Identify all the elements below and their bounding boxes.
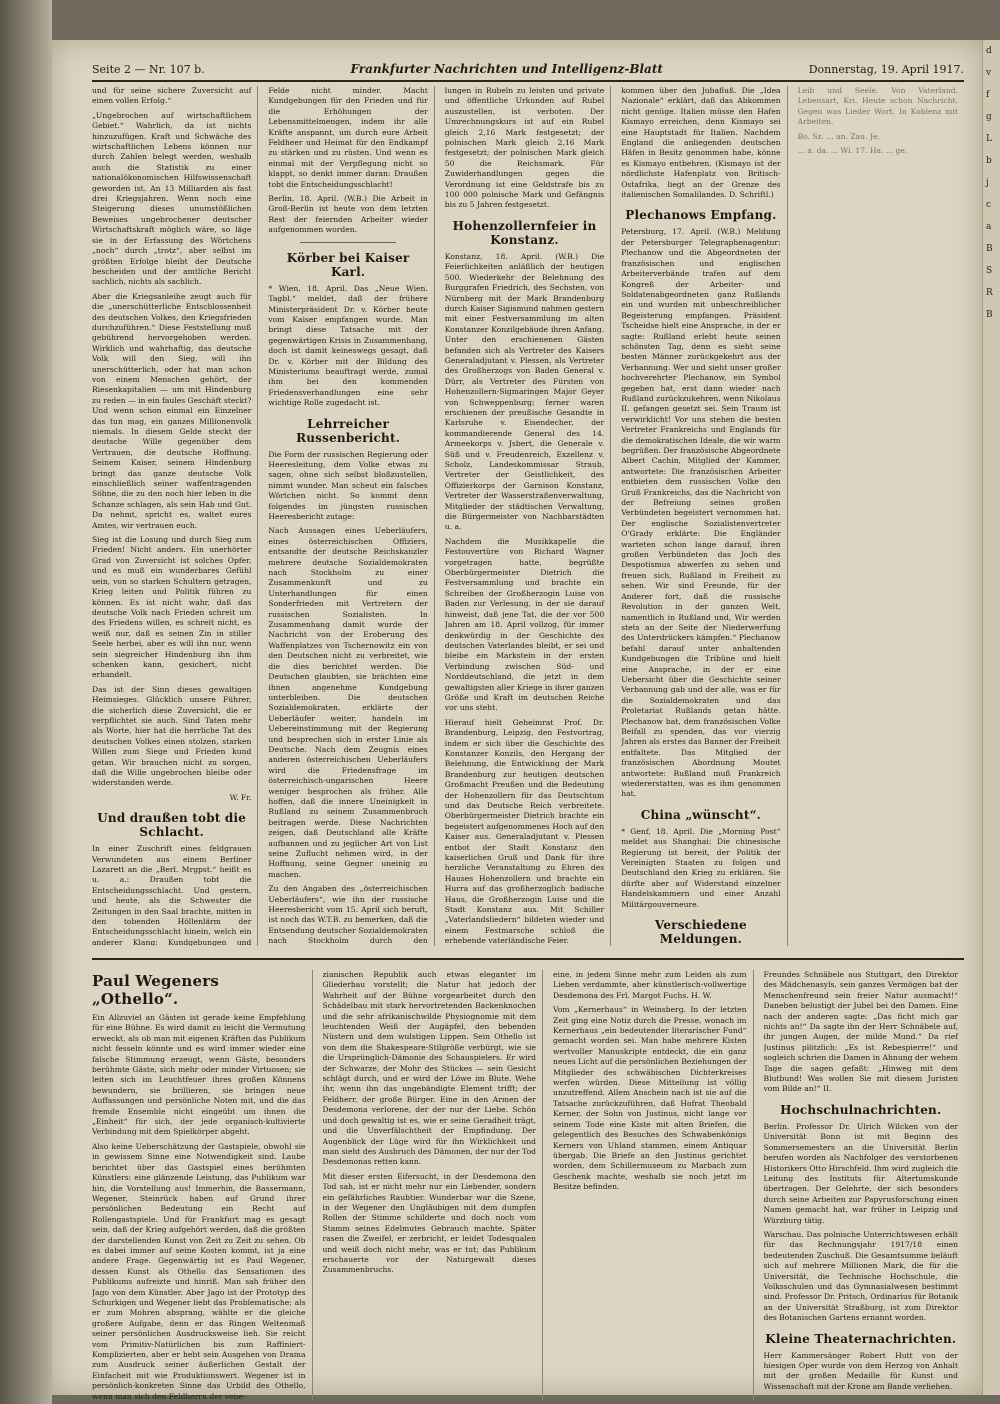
issue-date: Donnerstag, 19. April 1917. bbox=[808, 62, 964, 76]
paragraph: Zu den Angaben des „österreichischen Ueberläufers“, wie ihn der russische Heeresbericht vom 15. April sich beruft, ist noch das W.T.B. zu bemerken, daß die Entsendung deutscher Sozialdemokraten nach Stockholm durch den bbox=[268, 884, 428, 946]
page-number: Seite 2 — Nr. 107 b. bbox=[92, 62, 205, 76]
column-4 bbox=[621, 86, 787, 946]
edge-letter: g bbox=[986, 112, 992, 122]
column-3 bbox=[445, 86, 611, 946]
paragraph: Sieg ist die Losung und durch Sieg zum Frieden! Nicht anders. Ein unerhörter Grad von Zuversicht ist solches Opfer, und es muß ein wunderbares Gefühl sein, von so starken Schultern getragen, Krieg leiten und Politik führen zu können. Es ist nicht wahr, daß das deutsche Volk nach Frieden schreit um des Friedens willen, es schreit nicht, es weiß nur, daß es seinen Zin in stiller Seele herbei, aber es will ihn nur, wenn sein siegreicher Hindenburg ihn ihm schenken kann, gesichert, nicht erhandelt. bbox=[92, 535, 252, 680]
headline-schlacht: Und draußen tobt die Schlacht. bbox=[97, 811, 247, 840]
paragraph: Bo. Sz. ... an. Zau. Je. bbox=[797, 131, 880, 141]
headline-meldungen: Verschiedene Meldungen. bbox=[654, 918, 747, 946]
paragraph: Leib und Seele. Von Vaterland. Lebensart, Kri. Heute schon Nachricht. Gegen was Lieder Wort. In Koblenz mit Arbeiten. bbox=[797, 86, 958, 127]
divider bbox=[300, 242, 396, 243]
edge-letter: v bbox=[986, 68, 992, 78]
paragraph: Die Form der russischen Regierung oder Heeresleitung, dem Volke etwas zu sagen, ohne sich selbst bloßzustellen, nimmt wunder. Man scheut ein falsches Wörtchen nicht. So kommt denn folgendes im jüngsten russischen Heeresbericht zutage: bbox=[268, 449, 428, 521]
column-1 bbox=[92, 86, 258, 946]
paragraph: Herr Kammersänger Robert Hutt von der hiesigen Oper wurde von dem Herzog von Anhalt mit der großen Medaille für Kunst und Wissenschaft mit der Krone am Bande verliehen. bbox=[763, 1350, 958, 1391]
edge-letter: R bbox=[986, 288, 993, 298]
upper-columns bbox=[92, 86, 964, 946]
edge-letter: L bbox=[986, 134, 992, 144]
newspaper-title: Frankfurter Nachrichten und Intelligenz-Blatt bbox=[350, 62, 663, 76]
paragraph: Nachdem die Musikkapelle die Festouvertüre von Richard Wagner vorgetragen hatte, begrüßte Oberbürgermeister Dietrich die Festversammlung und brachte ein Schreiben der Großherzogin Luise von Baden zur Verlesung, in der sie darauf hinweist, daß jene Tat, die der vor 500 Jahren am 18. April vollzog, für immer denkwürdig in der Geschichte des deutschen Vaterlandes bleibt, er sei und bleibe ein Markstein in der ersten Verbindung zwischen Süd- und Norddeutschland, die jetzt in dem gewaltigsten aller Kriege in ihrer ganzen Größe und Kraft im deutschen Reiche vor uns steht. bbox=[444, 536, 605, 713]
paragraph: Konstanz, 18. April. (W.B.) Die Feierlichkeiten anläßlich der heutigen 500. Wiederkehr der Belehnung des Burggrafen Friedrich, des Sechsten, von Nürnberg mit der Mark Brandenburg durch Kaiser Sigismund nahmen gestern mit einer Festversammlung im alten Konstanzer Konzilgebäude ihren Anfang. Unter den erschienenen Gästen befanden sich als Vertreter des Kaisers Generaladjutant v. Plessen, als Vertreter des Großherzogs von Baden General v. Dürr, als Vertreter des Fürsten von Hohenzollern-Sigmaringen Major Geyer von Schweppenburg; ferner waren erschienen der preußische Gesandte in Karlsruhe v. Eisendecher, der kommandierende General des 14. Armeekorps v. Jsbert, die Generale v. Süß und v. Freudenreich, Exzellenz v. Scholz, Landeskommissar Straub, Vertreter der Geistlichkeit, des Offizierkorps der Garnison Konstanz, Vertreter der Wasserstraßenverwaltung, Mitglieder der städtischen Verwaltung, die Bürgermeister von Nachbarstädten u. a. bbox=[444, 251, 605, 532]
paragraph: Mit dieser ersten Eifersucht, in der Desdemona den Tod sah, ist er nicht mehr nur ein Liebender, sondern ein gefährliches Raubtier. Wunderbar war die Szene, in der Wegener den Ungläubigen mit dem dumpfen Rollen der Stimme schilderte und doch noch vom Stamm seines Edelmutes Gebrauch machte. Später rasen die Zweifel, er zerbricht, er leidet Todesqualen und weiß doch nicht mehr, was er tut; das Publikum erschauerte vor der Naturgewalt dieses Zusammenbruchs. bbox=[322, 1171, 537, 1275]
paragraph: Aber die Kriegsanleihe zeugt auch für die „unerschütterliche Entschlossenheit des deutschen Volkes, den Kriegsfrieden durchzuführen.“ Diese Feststellung muß gebührend hervorgehoben werden. Wirklich und wahrhaftig, das deutsche Volk will den Sieg, will ihn unerschütterlich, oder hat man schon von einem Menschen gehört, der Riesenkapitalien — um mit Hindenburg zu reden — in ein faules Geschäft steckt? Und wenn schon einmal ein Einzelner das tun mag, ein ganzes Millionenvolk niemals. In diesem Gelde steckt der deutsche Wille gegenüber dem Vertrauen, die deutsche Hoffnung. Seinem Kaiser, seinem Hindenburg bringt das ganze deutsche Volk einschließlich seiner waffentragenden Söhne, die zu den noch hier leben in die Schanze schlagen, als sein Hab und Gut. Da nehmt, spricht es, waltet eures Amtes, wir vertrauen euch. bbox=[92, 291, 252, 530]
feuilleton-column-1 bbox=[92, 970, 313, 1400]
feuilleton-column-3 bbox=[553, 970, 753, 1400]
paragraph: Berlin, 18. April. (W.B.) Die Arbeit in Groß-Berlin ist heute von dem letzten Rest der feiernden Arbeiter wieder aufgenommen worden. bbox=[268, 194, 428, 235]
paragraph: Das ist der Sinn dieses gewaltigen Heimsieges. Glücklich unsere Führer, die sicherlich diese Zuversicht, die er verpflichtet sie auch. Sind Taten mehr als Worte, hier hat die herrliche Tat des deutschen Volkes einen stolzen, starken Willen zum Siege und Frieden kund getan. Wir brauchen nicht zu sorgen, daß die Wille ungebrochen bleibe oder widerstanden werde. bbox=[92, 684, 252, 788]
edge-letter: a bbox=[986, 222, 992, 232]
edge-letter: d bbox=[986, 46, 992, 56]
paragraph: ... a. da. ... Wi. 17. Ha. ... ge. bbox=[797, 146, 908, 156]
newspaper-page bbox=[52, 40, 982, 1400]
edge-letter: c bbox=[986, 200, 992, 210]
paragraph: kommen über den Jubafluß. Die „Idea Nazionale“ erklärt, daß das Abkommen nicht genüge. Italien müsse den Hafen Kismayo erreichen, denn Kismayo sei eine Hauptstadt für Italien. Nachdem England die anliegenden deutschen Häfen in Besitz genommen habe, könne es Kismayo entbehren. (Kismayo ist der nördlichste Hafenplatz von Britisch-Ostafrika, liegt an der Grenze des italienischen Somalilandes. D. Schriftl.) bbox=[621, 86, 781, 200]
paragraph: * Wien, 18. April. Das „Neue Wien. Tagbl.“ meldet, daß der frühere Ministerpräsident Dr. v. Körber heute vom Kaiser empfangen wurde. Man bringt diese Tatsache mit der gegenwärtigen Krisis in Zusammenhang, doch ist damit keineswegs gesagt, daß Dr. v. Körber mit der Bildung des Ministeriums beauftragt werde, zumal ihm bei den kommenden Friedensverhandlungen eine sehr wichtige Rolle zugedacht ist. bbox=[268, 283, 428, 408]
headline-theater: Kleine Theaternachrichten. bbox=[765, 1331, 957, 1346]
paragraph: In einer Zuschrift eines feldgrauen Verwundeten aus einem Berliner Lazarett an die „Berl. Mrgpst.“ heißt es u. a.: Draußen tobt die Entscheidungsschlacht. Und gestern, und heute, als die Schwester die Zeitungen in den Saal brachte, mitten in den tobenden Höllenlärm der Entscheidungsschlacht hinein, welch ein anderer Klang: Kundgebungen und bbox=[92, 844, 252, 946]
column-2 bbox=[268, 86, 434, 946]
paragraph: Felde nicht minder. Macht Kundgebungen für den Frieden und für die Erhöhungen der Lebensmittelmengen, indem ihr alle Kräfte anspannt, um durch eure Arbeit Feldheer und Heimat für den Endkampf zu stärken und zu rüsten. Und wenn es einmal mit der Verpflegung nicht so klappt, so denkt immer daran: Draußen tobt die Entscheidungsschlacht! bbox=[268, 86, 428, 189]
book-spine bbox=[0, 0, 52, 1404]
edge-letter: B bbox=[986, 244, 993, 254]
paragraph: * Genf, 18. April. Die „Morning Post“ meldet aus Shanghai: Die chinesische Regierung ist bereit, der Politik der Vereinigten Staaten zu folgen und Deutschland den Krieg zu erklären. Sie dürfte aber auf Widerstand einzelner Handelskammern und einer Anzahl Militärgouverneure. bbox=[621, 826, 781, 909]
paragraph: Also keine Ueberschätzung der Gastspiele, obwohl sie in gewissem Sinne eine Notwendigkeit sind. Laube berichtet über das Gastspiel eines berühmten Künstlers: eine glänzende Leistung, das Publikum war hin, die Vorstellung aus! Immerhin, die Bassermann, Wegener, Steinrück haben auf Grund ihrer persönlichen Bedeutung ein Recht auf Rollengastspiele. Und für Frankfurt mag es gesagt sein, daß der Krieg aufgehört werden, daß die größten der darstellenden Kunst von Zeit zu Zeit zu sehen. Ob es dabei immer auf seine Kosten kommt, ist ja eine andere Frage. Gegenwärtig ist es Paul Wegener, dessen Kunst als Othello das Sensationen des Publikums aufreizte und hinriß. Man sah früher den Jago von dem Künstler. Aber Jago ist der Prototyp des Schurkigen und Wegener liebt das Problematische; als er zum Mohren absprang, wählte er die gleiche großere Aufgabe, denn er das Ringen Weltenmaß seiner persönlichen Ausdrucksweise lieh. Sie reicht vom Primitiv-Natürlichen bis zum Raffiniert-Komplizierten, aber er hebt sein Ausgehen von Drama zum Ausdruck seiner äußerlichen Gestalt der Einfacheit mit wie Produktionswert. Wegener ist in persönlich-konkreten Sinne das Urbild des Othello, wenn man sich den Feldherrn der vene- bbox=[92, 1141, 306, 1400]
headline-russenbericht: Lehrreicher Russenbericht. bbox=[296, 416, 401, 445]
column-5-partial bbox=[798, 86, 964, 946]
paragraph: Warschau. Das polnische Unterrichtswesen erhält für das Rechnungsjahr 1917/18 einen bedeutenden Zuschuß. Die Gesamtsumme beläuft sich auf mehrere Millionen Mark, die für die Universität, die Technische Hochschule, die Volksschulen und das Gymnasialwesen bestimmt sind. Professor Dr. Pritsch, Ordinarius für Botanik an der Universität Straßburg, ist zum Direktor des Botanischen Gartens ernannt worden. bbox=[763, 1229, 958, 1323]
feuilleton-column-4 bbox=[764, 970, 964, 1400]
next-page-edge bbox=[982, 40, 1000, 1395]
feuilleton-section bbox=[92, 958, 964, 1400]
headline-china: China „wünscht“. bbox=[640, 807, 762, 822]
paragraph: eine, in jedem Sinne mehr zum Leiden als zum Lieben verdammte, aber künstlerisch-vollwertige Desdemona des Frl. Margot Fuchs. H. W. bbox=[553, 970, 747, 1000]
edge-letter: b bbox=[986, 156, 992, 166]
paragraph: Ein Allzuviel an Gästen ist gerade keine Empfehlung für eine Bühne. Es wird damit zu leicht die Vermutung erweckt, als ob man mit eigenen Kräften das Publikum nicht fesseln könnte und es wird immer wieder eine falsche Stimmung erzeugt, wenn Gäste, besonders berühmte Gäste, sich mehr oder minder Virtuosen; sie leiten sich im Leuchtfeuer ihres großen Könnens bewundern, sie brillieren, sie bringen neue Auffassungen und persönliche Noten mit, und die das fremde Ensemble nicht eingeübt um ihnen die „Einheit“ für sich, der jede organisch-kultivierte Verbindung mit dem Spielkörper abgeht. bbox=[92, 1013, 306, 1137]
paragraph: Petersburg, 17. April. (W.B.) Meldung der Petersburger Telegraphenagentur: Plechanow und die Abgeordneten der französischen und englischen Arbeiterverbände trafen auf dem Kongreß der Arbeiter- und Soldatenabgeordneten ganz Rußlands ein und wurden mit unbeschreiblicher Begeisterung empfangen. Präsident Tscheidse hielt eine Ansprache, in der er sagte: Rußland erlebt heute seinen schönsten Tag, denn es sieht seine besten Männer zurückgekehrt aus der Verbannung. Wer und sieht unser großer hochverehrter Plechanow, ein Symbol gegeben hat, erst dann wieder nach Rußland zurückzukehren, wenn Nikolaus II. gefangen gesetzt sei. Sein Traum ist verwirklicht! Vor uns stehen die besten Vertreter Frankreichs und Englands für die demokratischen Ideale, die wir warm begrüßen. Der französische Abgeordnete Albert Cachin, Mitglied der Kammer, antwortete: Die französischen Arbeiter entbieten dem russischen Volke den Gruß Frankreichs, das die Nachricht von der Befreiung seines großen Verbündeten begeistert vernommen hat. Der englische Sozialistenvertreter O'Grady erklärte: Die Engländer warteten schon lange darauf, ihren großen Verbündeten das Joch des Despotismus abwerfen zu sehen und freuen sich, Rußland in Freiheit zu sehen. Wir sind Freunde, für der Anderer fort, daß die russische Revolution in der ganzen Welt, namentlich in Rußland und, Wir werden stets an der Seite der Niederwerfung des Unterdrückers kämpfen.“ Plechanow befahl darauf unter anhaltenden Kundgebungen die Tribüne und hielt eine Ansprache, in der er eine Uebersicht über die Geschichte seiner Verbannung gab und der alle, was er für die Sozialdemokraten und das Proletariat Rußlands getan hätte. Plechanow bat, dem französischen Volke Beifall zu spenden, das vor vierzig Jahren als erstes das Banner der Freiheit entfaltete. Das Mitglied der französischen Abordnung Moutet antwortete: Rußland muß Frankreich wiedererstatten, was es ihm genommen hat. bbox=[621, 227, 781, 799]
signature: W. Fr. bbox=[229, 792, 252, 802]
paragraph: lungen in Rubeln zu leisten und private und öffentliche Urkunden auf Rubel auszustellen, ist verboten. Der Umrechnungskurs ist auf ein Rubel gleich 2,16 Mark festgesetzt; der polnischen Mark gleich 2,16 Mark festgesetzt; der polnischen Mark gleich 50 die Reichsmark. Für Zuwiderhandlungen gegen die Verordnung ist eine Geldstrafe bis zu 100 000 polnische Mark und Gefängnis bis zu 5 Jahren festgesetzt. bbox=[444, 86, 605, 210]
paragraph: Freundes Schnäbele aus Stuttgart, den Direktor des Mädchenasyls, sein ganzes Vermögen bat der Menschenfreund sein freier Natur ausmacht!“ Daneben belustigt der Jubel bei den Damen. Eine nach der anderen sagte: „Das ficht mich gar nichts an!“ Da sagte ihn der Herr Schnäbele auf, ihr jungen Augen, der milde Mund.“ Da rief Justinus plötzlich: „Es ist Rebespierre!“ und sogleich schrien die Damen in Ahnung der wehem Tage die sagen gefaßt: „Hinweg mit dem Blutbund! Was wollen Sie mit diesem Juristen vom Bilde an!“ II. bbox=[763, 970, 958, 1094]
headline-koerber: Körber bei Kaiser Karl. bbox=[286, 250, 410, 279]
paragraph: „Ungebrochen auf wirtschaftlichem Gebiet.“ Wahrlich, da ist nichts hinzuzufügen. Kraft und Schwäche des wirtschaftlichen Lebens können nur durch Zahlen belegt werden, weshalb auch die Statistik zu einer nationalökonomischen Hilfswissenschaft geworden ist. An 13 Milliarden als fast drei Kriegsjahren. Wenn noch eine Steigerung dieses unumstößlichen Beweises ungebrochener deutscher Wirtschaftskraft möglich wäre, so läge sie in der Erfassung des Wörtchens „noch“ durch „trotz“, aber selbst im größten Erfolge bleibt der Deutsche bescheiden und der amtliche Bericht sachlich, nichts als sachlich. bbox=[92, 110, 252, 287]
headline-hochschul: Hochschulnachrichten. bbox=[780, 1102, 942, 1117]
masthead bbox=[92, 58, 964, 82]
paragraph: Nach Aussagen eines Ueberläufers, eines österreichischen Offiziers, entsandte der deutsche Reichskanzler mehrere deutsche Sozialdemokraten nach Stockholm zu einer Zusammenkunft und zu Unterhandlungen für einen Sonderfrieden mit Vertretern der russischen Sozialisten. In Zusammenhang damit wurde der Nachricht von der Eroberung des Waffenplatzes von Tschernowitz ein von den Deutschen nicht zu verbreitet, wie die dies berichtet werden. Die Deutschen glaubten, sie brächten eine ihnen angenehme Kundgebung unterbleiben. Die deutschen Sozialdemokraten, erklärte der Ueberläufer weiter, handeln im Uebereinstimmung mit der Regierung und besprechen sich in erster Linie als Deutsche. Nach dem Zeugnis eines anderen österreichischen Ueberläufers wird die Friedensfrage im österreichisch-ungarischen Heere weniger besprochen als früher. Alle hoffen, daß die innere Uneinigkeit in Rußland zu seinem Zusammenbruch beitragen werde. Diese Nachrichten zeigen, daß Deutschland alle Kräfte aufbannen und zu jeglicher Art von List seine Zuflucht nehmen wird, in der Hoffnung, seine Gegner uneinig zu machen. bbox=[268, 526, 428, 879]
headline-othello: Paul Wegeners „Othello“. bbox=[92, 972, 220, 1008]
paragraph: zianischen Republik auch etwas eleganter im Gliederbau vorstellt; die Natur hat jedoch der Wahrheit auf der Bühne vorgearbeitet durch den Schädelbau mit stark hervortretenden Backenknochen und die sehr afrikanischwilde Physiognomie mit dem leuchtenden Weiß der Augäpfel, den bebenden Nüstern und dem wulstigen Lippen. Sein Othello ist von dem die Shakespeare-Stilgröße verbürgt, wie sie die Ursprünglich-Dämonie des Schauspielers. Er wird der Schwarze, der Mohr des Stückes — sein Gesicht schlägt durch, und er wird der Löwe im Blute. Wehe ihr, wenn ihn das ungebändigte Element trifft; der Feldherr, der große Bürger. Eine in den Armen der Desdemona verlorene, der der nur der Liebe. Schön und doch gewaltig ist es, wie er seine Geradheit trägt, und die Unverfälschtheit der Empfindung. Der Augenblick der Lüge wird für ihn Wirklichkeit und man sieht des Ausbruch des Dämonen, der nur der Tod Desdemonas retten kann. bbox=[322, 970, 537, 1167]
headline-plechanow: Plechanows Empfang. bbox=[625, 208, 777, 223]
paragraph: und für seine sichere Zuversicht auf einen vollen Erfolg.“ bbox=[92, 86, 252, 106]
edge-letter: j bbox=[986, 178, 989, 188]
feuilleton-column-2 bbox=[323, 970, 544, 1400]
edge-letter: B bbox=[986, 310, 993, 320]
paragraph: Berlin. Professor Dr. Ulrich Wilcken von der Universität Bonn ist mit Beginn des Sommersemesters an die Universität Berlin berufen worden als Nachfolger des verstorbenen Historikers Otto Hirschfeld. Ihm wird zugleich die Leitung des Instituts für Altertumskunde übertragen. Der Gelehrte, der sich besonders durch seine Arbeiten zur Papyrusforschung einen Namen gemacht hat, war früher in Leipzig und Würzburg tätig. bbox=[763, 1121, 958, 1225]
edge-letter: f bbox=[986, 90, 990, 100]
edge-letter: S bbox=[986, 266, 993, 276]
paragraph: Hierauf hielt Geheimrat Prof. Dr. Brandenburg, Leipzig, den Festvortrag, indem er sich über die Geschichte des Konstanzer Konzils, den Hergang der Belehnung, die Entwicklung der Mark Brandenburg zur heutigen deutschen Großmacht Preußen und die Bedeutung der Hohenzollern für das Deutschtum und das Deutsche Reich verbreitete. Oberbürgermeister Dietrich brachte ein begeistert aufgenommenes Hoch auf den Kaiser aus. Generaladjutant v. Plessen entbot der Stadt Konstanz den kaiserlichen Gruß und Dank für ihre herzliche Veranstaltung zu Ehren des Hauses Hohenzollern und brachte ein Hurra auf das großherzoglich badische Haus, die Großherzogin Luise und die Stadt Konstanz aus. Mit Schiller „Vaterlandsliedern“ bildeten wieder und einem Festmarsche schloß die erhebende vaterländische Feier. bbox=[444, 717, 605, 946]
paragraph: Vom „Kernerhaus“ in Weinsberg. In der letzten Zeit ging eine Notiz durch die Presse, wonach im Kernerhaus „ein bedeutender literarischer Fund“ gemacht worden sei. Man habe mehrere Kisten wertvoller Manuskripte entdeckt, die ein ganz neues Licht auf die persönlichen Beziehungen der Mitglieder des schwäbischen Dichterkreises werfen würden. Diese Mitteilung ist völlig unzutreffend. Allem Anschein nach ist sie auf die Tatsache zurückzuführen, daß Hofrat Theobald Kerner, der Sohn von Justinus, nicht lange vor seinem Tode eine Kiste mit alten Briefen, die gelegentlich des Besuches des Schwabenkönigs Kerners von Uhland stammen, einem Antiquar übergab. Die Briefe an den Justinus gerichtet worden, dem Schillermuseum zu Marbach zum Geschenk machte, weshalb sie noch jetzt im Besitze befinden. bbox=[553, 1005, 747, 1192]
headline-hohenzollernfeier: Hohenzollernfeier in Konstanz. bbox=[452, 218, 597, 247]
